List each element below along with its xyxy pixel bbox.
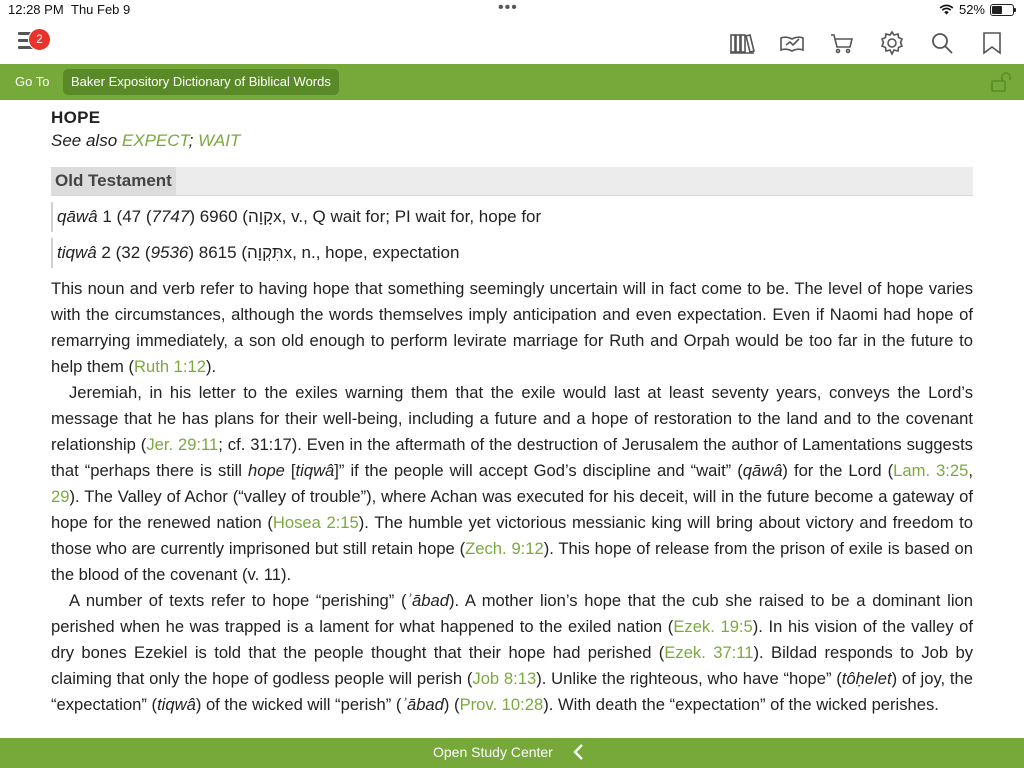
text: ). With death the “expectation” of the wicked perishes. [543,695,939,714]
text: ]” if the people will accept God’s discipline and “wait” ( [334,461,743,480]
text: ). [205,357,217,376]
library-icon[interactable] [728,30,756,56]
status-time: 12:28 PM [8,2,64,17]
text: ) ( [443,695,460,714]
text: This noun and verb refer to having hope that something seemingly uncertain will in fact come to be. The level of hope varies with the circumstances, although the words themselves imply anticipation and even expectation. Even if Naomi had hope of remarrying immediately, a son old enough to perform levirate marriage for Ruth and Orpah would be too far in the future to help them ( [51,279,973,376]
open-study-center-button[interactable]: Open Study Center [433,744,553,760]
scripture-link[interactable]: Hosea 2:15 [272,513,359,532]
scripture-link[interactable]: 29 [51,487,70,506]
text: ) of the wicked will “perish” ( [195,695,402,714]
bookmark-icon[interactable] [978,30,1006,56]
search-icon[interactable] [928,30,956,56]
scripture-link[interactable]: Job 8:13 [472,669,537,688]
scripture-link[interactable]: Lam. 3:25 [893,461,969,480]
chevron-left-icon[interactable] [572,743,584,764]
scripture-link[interactable]: Ruth 1:12 [134,357,206,376]
article-content [51,104,973,736]
paragraph [51,380,973,588]
notification-badge[interactable]: 2 [28,28,51,51]
navigation-bar [0,64,1024,100]
lexeme-row [51,202,973,232]
scripture-link[interactable]: Ezek. 19:5 [673,617,753,636]
toolbar [0,22,1024,64]
scripture-link[interactable]: Ezek. 37:11 [664,643,754,662]
text: ). Unlike the righteous, who have “hope” ( [536,669,842,688]
italic-term: ʾābad [401,695,444,714]
see-also-link-wait[interactable]: WAIT [198,131,241,150]
see-also-link-expect[interactable]: EXPECT [121,131,189,150]
text: ). Bildad responds to Job by claiming that only the hope of godless people will perish ( [51,643,973,688]
status-date: Thu Feb 9 [71,2,131,17]
lexeme-definition: x, v., Q wait for; PI wait for, hope for [273,207,542,226]
text: A number of texts refer to hope “perishing” ( [69,591,407,610]
section-heading-label: Old Testament [51,167,176,195]
paragraph [51,276,973,380]
see-also-separator: ; [188,131,194,150]
text: ). This hope of release from the prison of exile is based on the blood of the covenant (v. 11). [51,539,973,584]
reading-plan-icon[interactable] [778,30,806,56]
lexeme-strong-number: 7747 [151,207,190,226]
see-also-label: See also [51,131,118,150]
italic-term: hope [248,461,285,480]
text: Jeremiah, in his letter to the exiles warning them that the exile would last at least seventy years, conveys the Lord’s message that he has plans for their well-being, including a future and a hope of restoration to the land and to the covenant relationship ( [51,383,973,454]
scripture-link[interactable]: Zech. 9:12 [465,539,544,558]
text: ). The Valley of Achor (“valley of trouble”), where Achan was executed for his deceit, will in the future become a gateway of hope for the renewed nation ( [51,487,973,532]
lexeme-gk-number: ) 8615 ( [188,243,247,262]
resource-title-button[interactable]: Baker Expository Dictionary of Biblical Words [63,69,339,95]
section-heading [51,167,973,196]
lexeme-word: tiqwâ [57,243,97,262]
multitask-dots-icon[interactable]: ••• [498,0,518,16]
lexeme-definition: x, n., hope, expectation [283,243,460,262]
scripture-link[interactable]: Jer. 29:11 [146,435,219,454]
study-center-bar[interactable] [0,738,1024,768]
lexeme-word: qāwâ [57,207,98,226]
italic-term: tôḥelet [841,669,892,688]
text: ). The humble yet victorious messianic king will bring about victory and freedom to those who are currently imprisoned but still retain hope ( [51,513,973,558]
italic-term: tiqwâ [157,695,196,714]
lexeme-counts: 2 (32 ( [101,243,151,262]
lexeme-gk-number: ) 6960 ( [189,207,248,226]
italic-term: tiqwâ [295,461,335,480]
lexeme-row [51,238,973,268]
status-right [939,2,1014,17]
text: ) of joy, the “expectation” ( [51,669,973,714]
lexeme-counts: 1 (47 ( [102,207,152,226]
lexeme-hebrew: קָוָה [247,207,274,226]
italic-term: ʾābad [406,591,449,610]
cart-icon[interactable] [828,30,856,56]
text: ; cf. 31:17). Even in the aftermath of the destruction of Jerusalem the author of Lamentations suggests that “perhaps there is still [51,435,973,480]
battery-icon [990,4,1014,16]
text: ). A mother lion’s hope that the cub she raised to be a dominant lion perished when he was trapped is a lament for what happened to the exiled nation ( [51,591,973,636]
lexeme-hebrew: תִּקְוָה [246,243,284,262]
battery-percent: 52% [958,2,985,17]
italic-term: qāwâ [742,461,783,480]
text: , [968,461,973,480]
status-bar [0,0,1024,20]
text: [ [284,461,296,480]
lexeme-strong-number: 9536 [150,243,189,262]
text: ). In his vision of the valley of dry bones Ezekiel is told that the people thought that their hope had perished ( [51,617,973,662]
paragraph [51,588,973,718]
scripture-link[interactable]: Prov. 10:28 [459,695,544,714]
unlock-icon[interactable] [990,72,1012,97]
text: ) for the Lord ( [782,461,894,480]
article-body [51,276,973,718]
see-also [51,131,973,151]
goto-button[interactable]: Go To [15,74,50,89]
entry-title: HOPE [51,108,101,127]
settings-icon[interactable] [878,30,906,56]
wifi-icon [939,4,954,15]
